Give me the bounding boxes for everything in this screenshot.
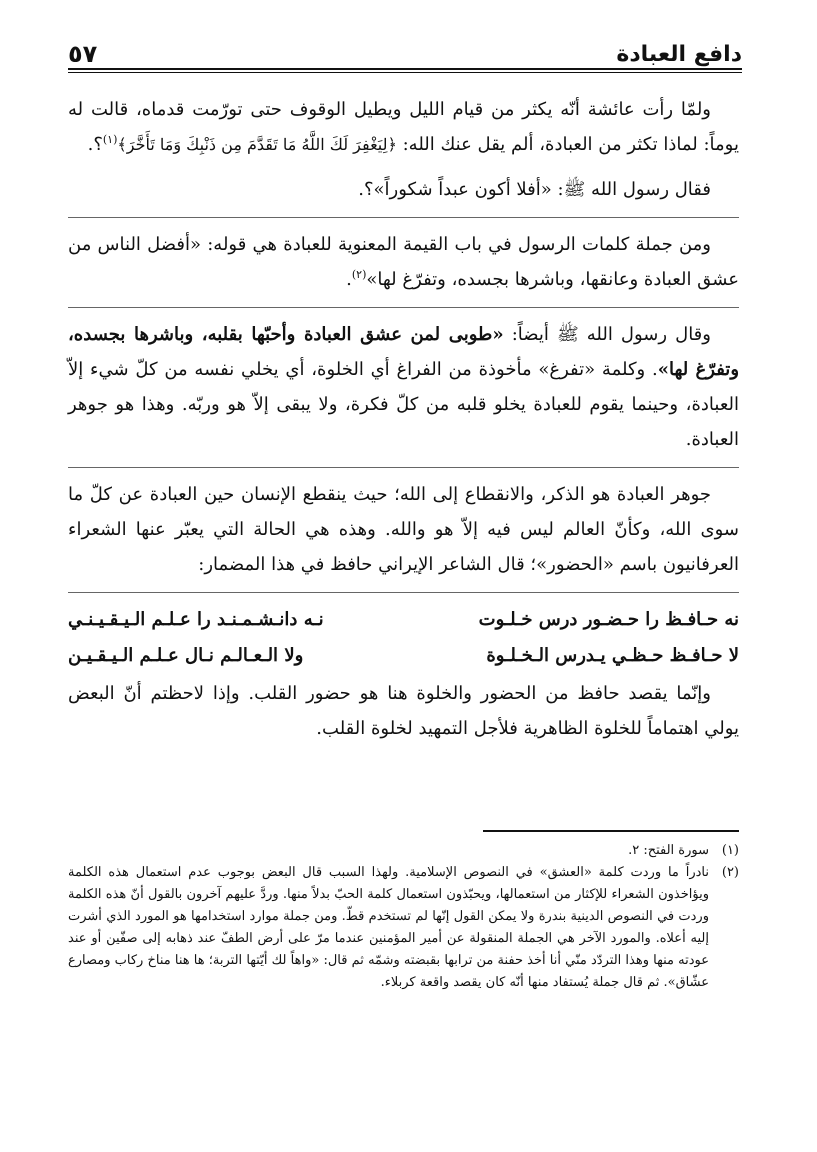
paragraph-1 [68, 92, 739, 162]
page-number: ٥٧ [68, 40, 98, 68]
footnotes [68, 840, 739, 994]
footnote-1 [68, 840, 739, 862]
header-rule-thin [68, 72, 742, 73]
header-rule-thick [68, 68, 742, 70]
paragraph-3-end: . [346, 269, 352, 290]
quran-verse: ﴿لِيَغْفِرَ لَكَ اللَّهُ مَا تَقَدَّمَ مِن ذَنْبِكَ وَمَا تَأَخَّرَ﴾ [117, 135, 397, 154]
paragraph-separator [68, 467, 739, 469]
hadith-bold: «طوبى لمن عشق العبادة وأحبّها بقلبه، وباشرها بجسده، وتفرّغ لها» [68, 324, 740, 380]
paragraph-6: وإنّما يقصد حافظ من الحضور والخلوة هنا هو حضور القلب. وإذا لاحظتم أنّ البعض يولي اهتماماً للخلوة الظاهرية فلأجل التمهيد لخلوة القلب. [68, 683, 739, 739]
footnote-ref-2[interactable]: (٢) [351, 268, 367, 281]
paragraph-5: جوهر العبادة هو الذكر، والانقطاع إلى الله؛ حيث ينقطع الإنسان حين العبادة عن كلّ ما سوى الله، وكأنّ العالم ليس فيه إلاّ هو والله. وهذه هي الحالة التي يعبّر عنها الشعراء العرفانيون باسم «الحضور»؛ قال الشاعر الإيراني حافظ في هذا المضمار: [68, 484, 739, 575]
footnote-number: (١) [721, 843, 739, 858]
poem-hemistich: لا حـافـظ حـظـي يـدرس الـخـلـوة [486, 645, 739, 666]
paragraph-1-text: ولمّا رأت عائشة أنّه يكثر من قيام الليل ويطيل الوقوف حتى تورّمت قدماه، قالت له يوماً: لماذا تكثر من العبادة، ألم يقل عنك الله: [68, 99, 739, 155]
chapter-title: دافع العبادة [616, 42, 742, 67]
paragraph-4 [68, 317, 739, 457]
paragraph-2: فقال رسول الله ﷺ: «أفلا أكون عبداً شكوراً»؟. [358, 179, 711, 200]
main-text [68, 92, 739, 756]
footnote-text: نادراً ما وردت كلمة «العشق» في النصوص الإسلامية. ولهذا السبب قال البعض بوجوب عدم استعمال هذه الكلمة ويؤاخذون الشعراء للإكثار من استعمالها، ويحبّذون استعمال كلمة الحبّ بدلاً منها. وردَّ عليهم آخرون بالقول أنّ هذه الكلمة وردت في النصوص الدينية بندرة ولا يمكن القول إنّها لم تستخدم قطّ. ومن جملة موارد استخدامها هو المورد الذي أشرت إليه أعلاه. والمورد الآخر هي الجملة المنقولة عن أمير المؤمنين عندما مرّ على أرض الطفّ عند ذهابه إلى صفّين أو عند عودته منها وهذا التردّد منّي أنا أخذ حفنة من ترابها بقبضته وشمّه ثم قال: «واهاً لك أيّتها التربة؛ ها هنا مناخ ركاب ومصارع عشّاق». ثم قال جملة يُستفاد منها أنّه كان يقصد واقعة كربلاء. [68, 865, 709, 990]
paragraph-3-text: ومن جملة كلمات الرسول في باب القيمة المعنوية للعبادة هي قوله: «أفضل الناس من عشق العبادة وعانقها، وباشرها بجسده، وتفرّغ لها» [68, 234, 739, 290]
paragraph-3 [68, 227, 739, 297]
paragraph-separator [68, 307, 739, 309]
poem-block [68, 602, 739, 674]
running-header [68, 30, 742, 66]
poem-line [68, 638, 739, 674]
paragraph-4-text: . وكلمة «تفرغ» مأخوذة من الفراغ أي الخلوة، أي يخلي نفسه من كلّ شيء إلاّ العبادة، وحينما يقوم للعبادة يخلو قلبه من كلّ فكرة، ولا يبقى إلاّ هو وربّه. وهذا هو جوهر العبادة. [68, 359, 739, 450]
paragraph-separator [68, 592, 739, 594]
footnote-2 [68, 862, 739, 994]
paragraph-1-end: ؟. [87, 134, 103, 155]
poem-hemistich: نـه دانـشـمـنـد را عـلـم الـيـقـيـنـي [68, 609, 324, 630]
poem-hemistich: ولا الـعـالـم نـال عـلـم الـيـقـيـن [68, 645, 304, 666]
paragraph-4-intro: وقال رسول الله ﷺ أيضاً: [503, 324, 711, 345]
paragraph-separator [68, 217, 739, 219]
footnote-number: (٢) [721, 865, 739, 880]
footnote-text: سورة الفتح: ٢. [628, 843, 709, 858]
footnote-ref-1[interactable]: (١) [102, 133, 118, 146]
poem-line [68, 602, 739, 638]
footnote-rule [483, 830, 739, 832]
poem-hemistich: نه حـافـظ را حـضـور درس خـلـوت [478, 609, 739, 630]
